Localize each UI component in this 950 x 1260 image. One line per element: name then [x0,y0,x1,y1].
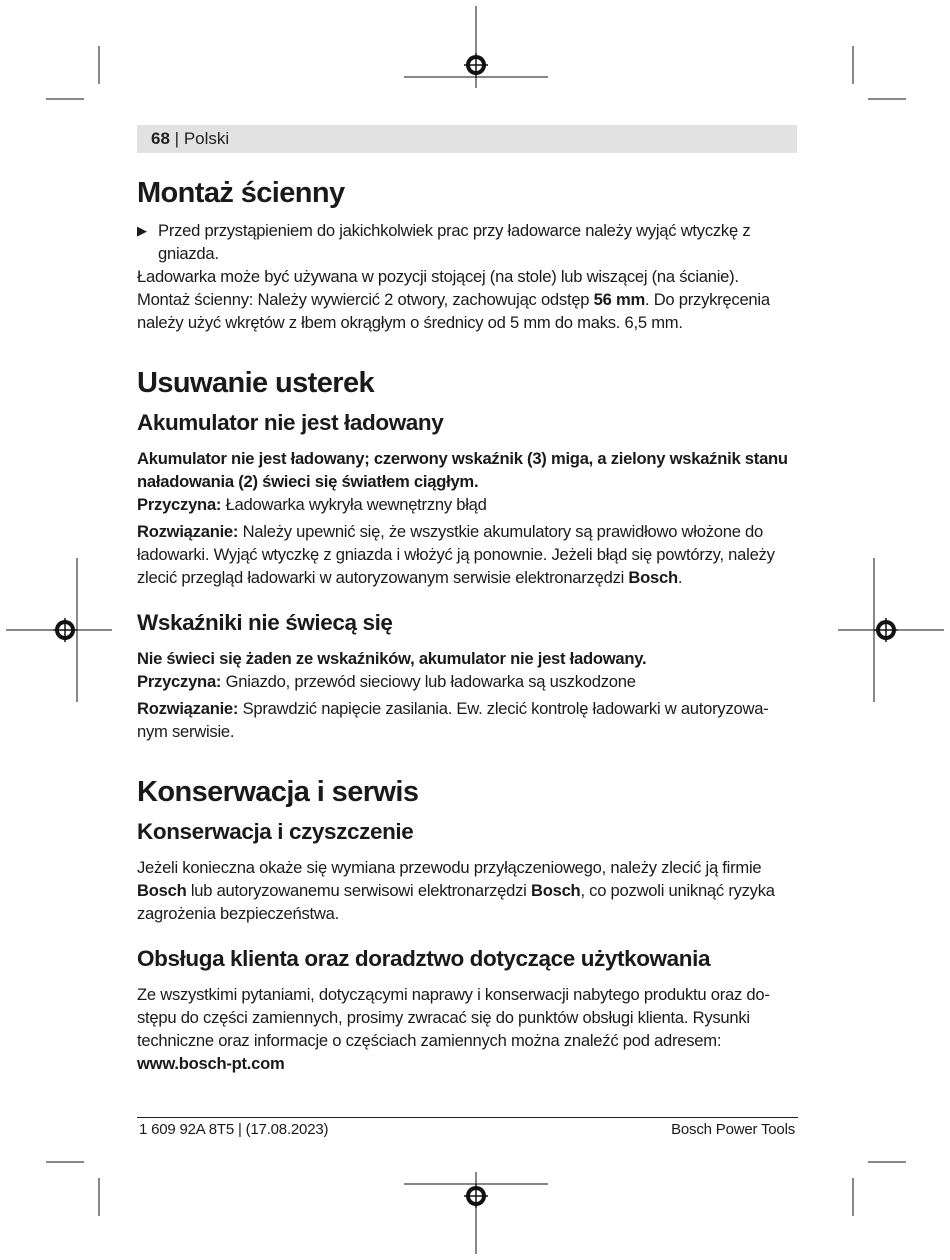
warning-bullet [137,219,799,265]
cause-line [137,670,799,693]
bullet-text: Przed przystąpieniem do jakichkolwiek prac przy ładowarce należy wyjąć wtyczkę z gniazda. [158,221,751,263]
text-run: , co pozwoli uniknąć ryzyka zagrożenia bezpieczeństwa. [137,881,775,923]
cause-text: Ładowarka wykryła wewnętrzny błąd [221,495,487,514]
brand-name: Bosch [137,881,187,900]
subsection-title-cleaning: Konserwacja i czyszczenie [137,819,414,844]
customer-service-paragraph: Ze wszystkimi pytaniami, dotyczącymi naprawy i konserwacji nabytego produktu oraz do-stępu do części zamiennych, prosimy zwracać się do punktów obsługi klienta. Rysunki techniczne oraz informacje o częściach zamiennych można znaleźć pod adresem: [137,985,770,1050]
text-run: lub autoryzowanemu serwisowi elektronarzędzi [186,881,531,900]
registration-target-left [53,618,77,642]
solution-line [137,697,799,743]
symptom-text: Akumulator nie jest ładowany; czerwony wskaźnik (3) miga, a zielony wskaźnik stanu naładowania (2) świeci się światłem ciągłym. [137,449,788,491]
solution-text: Należy upewnić się, że wszystkie akumulatory są prawidłowo włożone do ładowarki. Wyjąć wtyczkę z gniazda i włożyć ją ponownie. Jeżeli błąd się powtórzy, należy zlecić przegląd ładowarki w autoryzowanym serwisie elektronarzędzi [137,522,775,587]
solution-label: Rozwiązanie: [137,522,239,541]
text-run: . Do przykręcenia należy użyć wkrętów z łbem okrągłym o średnicy od 5 mm do maks. 6,5 mm. [137,290,770,332]
footer-divider [137,1117,798,1118]
wall-mount-paragraph-1: Ładowarka może być używana w pozycji stojącej (na stole) lub wiszącej (na ścianie). [137,267,739,286]
header-separator: | [174,129,180,148]
solution-label: Rozwiązanie: [137,699,239,718]
spacing-value: 56 mm [593,290,645,309]
cause-label: Przyczyna: [137,495,222,514]
text-run: Montaż ścienny: Należy wywiercić 2 otwory, zachowując odstęp [137,290,594,309]
cause-line [137,493,799,516]
subsection-title-customer-service: Obsługa klienta oraz doradztwo dotyczące użytkowania [137,946,711,971]
wall-mount-paragraph-2 [137,288,799,334]
cause-text: Gniazdo, przewód sieciowy lub ładowarka są uszkodzone [221,672,636,691]
cleaning-paragraph [137,856,799,925]
text-run: . [677,568,683,587]
cause-label: Przyczyna: [137,672,222,691]
brand-name: Bosch [628,568,678,587]
subsection-title-no-lights: Wskaźniki nie świecą się [137,610,393,635]
registration-target-right [874,618,898,642]
section-title-troubleshooting: Usuwanie usterek [137,367,374,399]
section-title-maintenance: Konserwacja i serwis [137,776,419,808]
footer-brand: Bosch Power Tools [671,1121,795,1138]
website-link[interactable]: www.bosch-pt.com [137,1054,285,1073]
registration-target-top [464,53,488,77]
solution-text: Sprawdzić napięcie zasilania. Ew. zlecić kontrolę ładowarki w autoryzowa-nym serwisie. [137,699,769,741]
brand-name: Bosch [530,881,581,900]
section-title-wall-mount: Montaż ścienny [137,177,345,209]
page-content [137,175,799,1075]
text-run: Jeżeli konieczna okaże się wymiana przewodu przyłączeniowego, należy zlecić ją firmie [137,858,762,877]
header-text [151,130,229,148]
registration-target-bottom [464,1184,488,1208]
page-header [137,125,797,153]
symptom-text: Nie świeci się żaden ze wskaźników, akumulator nie jest ładowany. [137,649,647,668]
solution-line [137,520,799,589]
footer-doc-id: 1 609 92A 8T5 | (17.08.2023) [139,1121,329,1138]
subsection-title-not-charging: Akumulator nie jest ładowany [137,410,444,435]
header-language: Polski [183,129,230,148]
triangle-bullet-icon: ▶ [137,223,147,238]
page-number: 68 [151,129,170,148]
